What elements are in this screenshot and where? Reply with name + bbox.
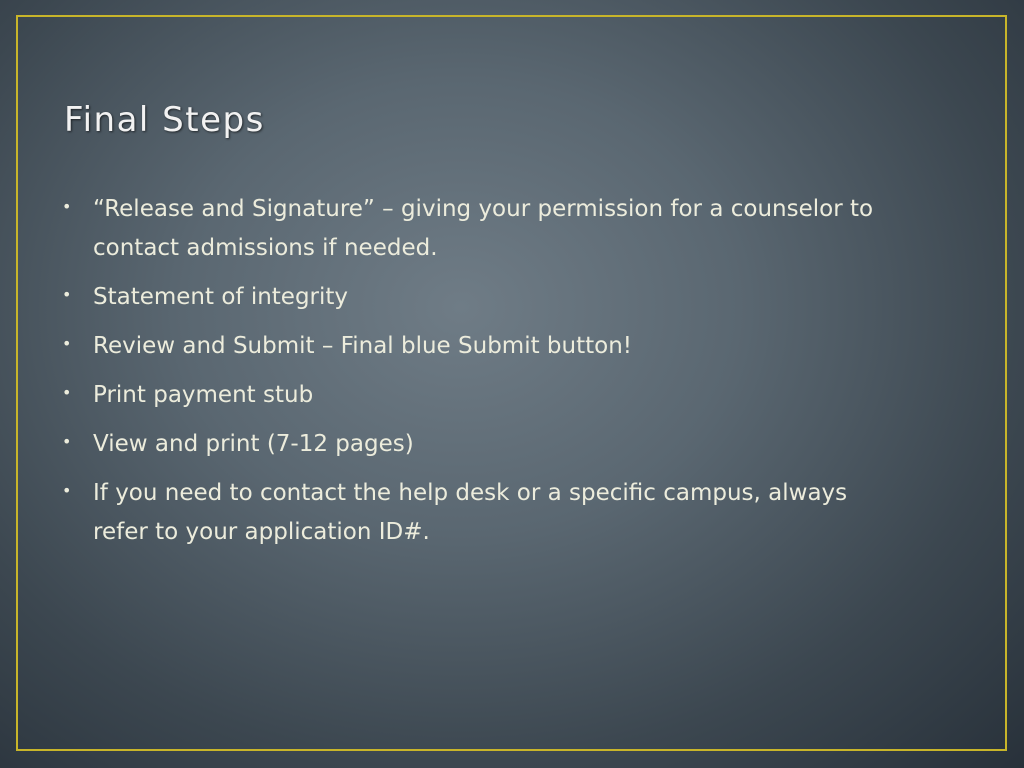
bullet-item — [60, 474, 880, 552]
bullet-item — [60, 425, 880, 464]
bullet-text: “Release and Signature” – giving your permission for a counselor to contact admissions if needed. — [93, 196, 874, 261]
bullet-item — [60, 278, 880, 317]
bullet-item — [60, 327, 880, 366]
bullet-item — [60, 190, 880, 268]
bullet-icon: • — [62, 432, 72, 451]
bullet-text: If you need to contact the help desk or a specific campus, always refer to your application ID#. — [93, 480, 848, 545]
bullet-text: Review and Submit – Final blue Submit button! — [93, 333, 632, 359]
bullet-icon: • — [62, 334, 72, 353]
bullet-icon: • — [62, 197, 72, 216]
bullet-icon: • — [62, 285, 72, 304]
slide-title: Final Steps — [64, 100, 265, 140]
bullet-item — [60, 376, 880, 415]
bullet-text: Statement of integrity — [93, 284, 349, 310]
bullet-icon: • — [62, 481, 72, 500]
bullet-list — [60, 190, 880, 562]
bullet-icon: • — [62, 383, 72, 402]
bullet-text: Print payment stub — [93, 382, 314, 408]
bullet-text: View and print (7-12 pages) — [93, 431, 414, 457]
